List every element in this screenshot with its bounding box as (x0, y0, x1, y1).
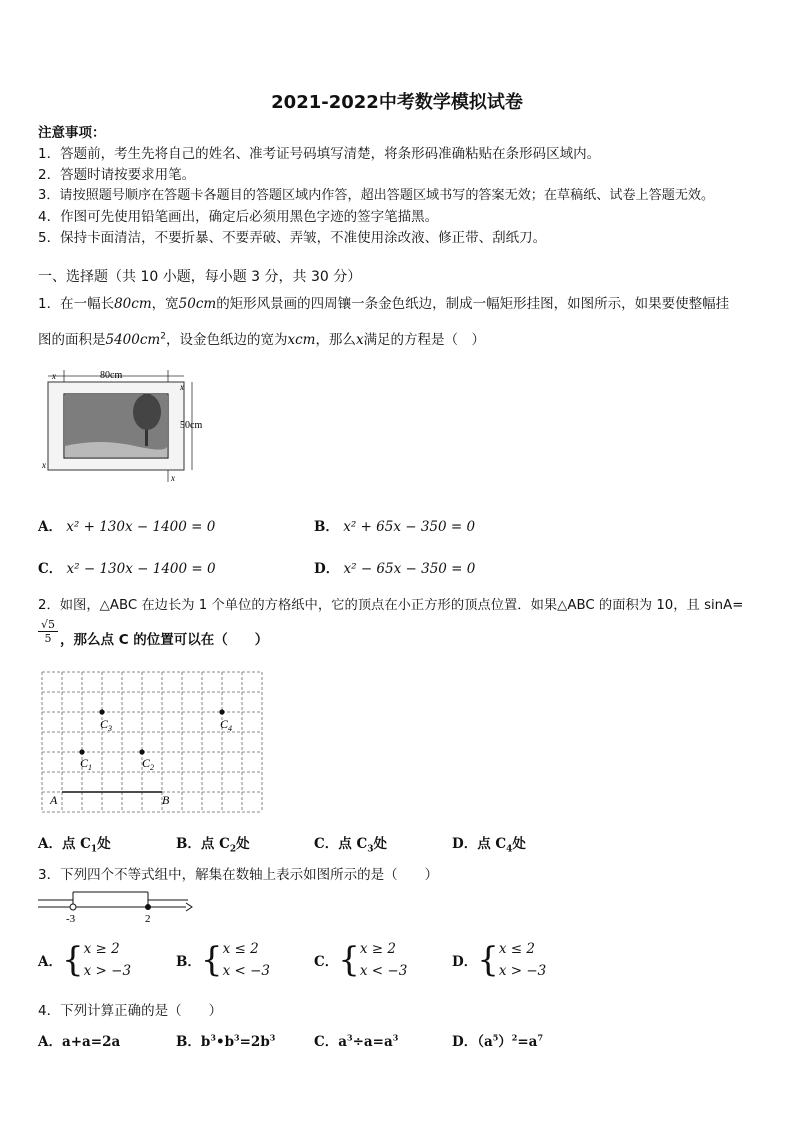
q2-grid-figure (40, 670, 265, 815)
point-c3-label: $C_3$ (100, 717, 113, 733)
fig-side-label: 50cm (180, 420, 203, 431)
fig-x-label-br: x (171, 473, 175, 483)
q2-option-b[interactable]: B．点 $C_2$处 (176, 836, 250, 855)
fig-x-label-right: x (180, 382, 184, 392)
q1-option-c[interactable]: C． x² − 130x − 1400 = 0 (38, 561, 216, 577)
q4-line: 4．下列计算正确的是（ ） (38, 1003, 223, 1019)
point-c2[interactable] (139, 749, 144, 754)
q4-option-d[interactable]: D．$(a^5)^2=a^7$ (452, 1032, 544, 1050)
closed-dot (145, 904, 151, 910)
q1-line2: 图的面积是$5400cm^2$，设金色纸边的宽为xcm，那么x满足的方程是（ ） (38, 331, 486, 348)
fig-top-label: 80cm (100, 370, 123, 381)
section-heading: 一、选择题（共 10 小题，每小题 3 分，共 30 分） (38, 269, 362, 285)
point-c1[interactable] (79, 749, 84, 754)
q2-fraction: √5 5 (38, 618, 58, 645)
notice-heading: 注意事项： (38, 125, 106, 141)
point-b-label: B (162, 793, 170, 807)
q3-option-b[interactable]: B．{x ≤ 2 x < −3 (176, 940, 270, 980)
q1-line1: 1．在一幅长80cm，宽50cm的矩形风景画的四周镶一条金色纸边，制成一幅矩形挂图，如图所示，如果要使整幅挂 (38, 296, 730, 312)
notice-item-3: 3．请按照题号顺序在答题卡各题目的答题区域内作答，超出答题区域书写的答案无效；在草稿纸、试卷上答题无效。 (38, 188, 715, 203)
tree-icon (133, 394, 161, 430)
notice-item-5: 5．保持卡面清洁，不要折暴、不要弄破、弄皱，不准使用涂改液、修正带、刮纸刀。 (38, 230, 547, 246)
q2-option-a[interactable]: A．点 $C_1$处 (38, 836, 111, 855)
point-c1-label: $C_1$ (80, 756, 93, 772)
notice-item-1: 1．答题前，考生先将自己的姓名、准考证号码填写清楚，将条形码准确粘贴在条形码区域内。 (38, 146, 601, 162)
q4-option-a[interactable]: A．a+a=2a (38, 1034, 121, 1050)
q2-option-c[interactable]: C．点 $C_3$处 (314, 836, 387, 855)
q1-option-a[interactable]: A． x² + 130x − 1400 = 0 (38, 519, 216, 535)
q3-number-line (38, 888, 194, 928)
q3-line: 3．下列四个不等式组中，解集在数轴上表示如图所示的是（ ） (38, 867, 439, 883)
q2-line2: ，那么点 C 的位置可以在（ ） (60, 632, 269, 648)
q1-option-d[interactable]: D． x² − 65x − 350 = 0 (314, 561, 476, 577)
page-title: 2021-2022中考数学模拟试卷 (271, 92, 523, 113)
notice-item-2: 2．答题时请按要求用笔。 (38, 167, 196, 183)
point-c3[interactable] (99, 709, 104, 714)
point-c4-label: $C_4$ (220, 717, 233, 733)
fig-x-label: x (52, 371, 56, 381)
open-dot (70, 904, 76, 910)
point-c2-label: $C_2$ (142, 756, 155, 772)
point-a-label: A (50, 793, 58, 807)
notice-item-4: 4．作图可先使用铅笔画出，确定后必须用黑色字迹的签字笔描黑。 (38, 209, 439, 225)
point-c4[interactable] (219, 709, 224, 714)
q2-option-d[interactable]: D．点 $C_4$处 (452, 836, 526, 855)
q3-option-c[interactable]: C．{x ≥ 2 x < −3 (314, 940, 408, 980)
q1-option-b[interactable]: B． x² + 65x − 350 = 0 (314, 519, 476, 535)
q3-option-d[interactable]: D．{x ≤ 2 x > −3 (452, 940, 547, 980)
arrow-right-icon (186, 903, 192, 911)
axis-label-left: -3 (66, 913, 76, 925)
q1-frame-figure (40, 366, 240, 484)
q4-option-b[interactable]: B．$b^3•b^3=2b^3$ (176, 1032, 276, 1050)
axis-label-right: 2 (145, 913, 151, 925)
q4-option-c[interactable]: C．$a^3\div a=a^3$ (314, 1032, 399, 1050)
q2-line1: 2．如图，△ABC 在边长为 1 个单位的方格纸中，它的顶点在小正方形的顶点位置．如果△ABC 的面积为 10，且 sinA= (38, 598, 744, 613)
q3-option-a[interactable]: A．{x ≥ 2 x > −3 (38, 940, 132, 980)
fig-x-label-bottom: x (42, 460, 46, 470)
